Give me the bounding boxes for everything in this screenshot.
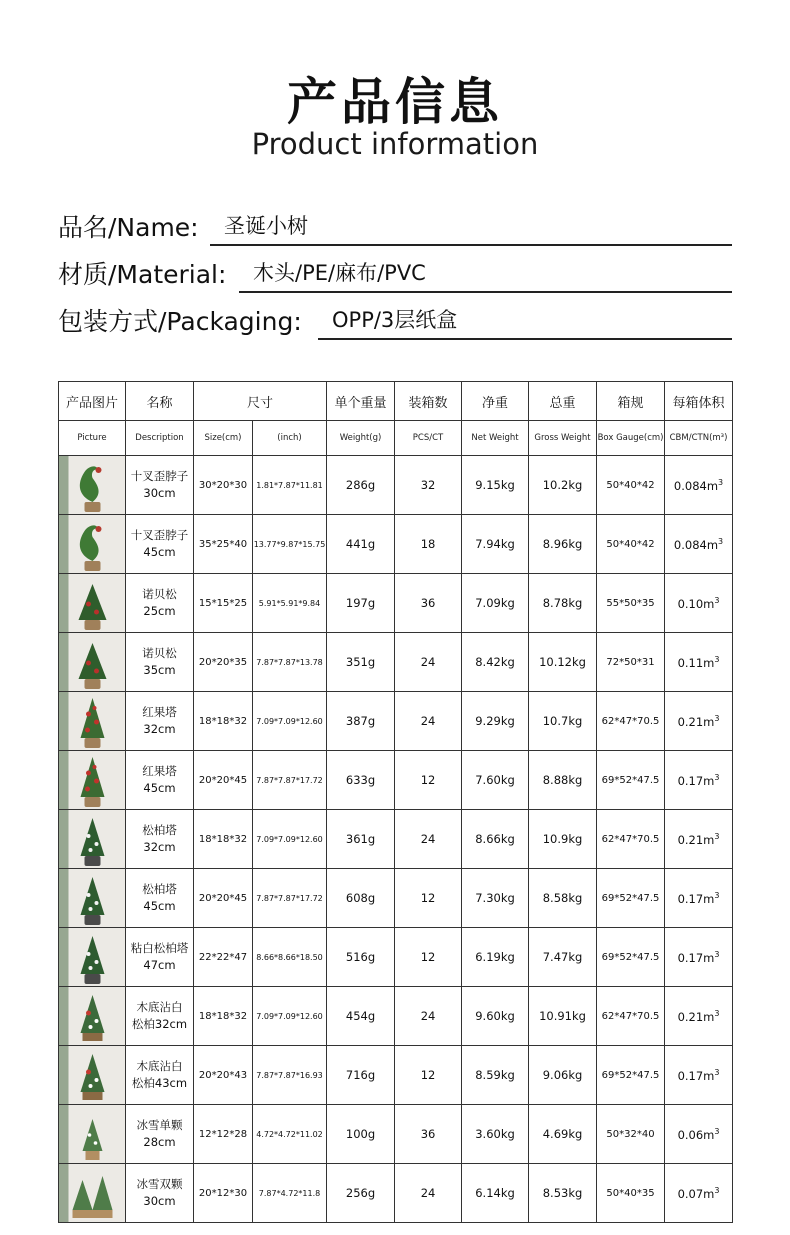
table-row — [59, 456, 733, 515]
product-name — [126, 692, 194, 751]
pcs-per-carton: 24 — [395, 1164, 462, 1223]
cbm-superscript: 3 — [714, 1008, 720, 1018]
product-name-line2: 松柏43cm — [131, 1076, 188, 1090]
cbm-value: 0.21m — [677, 1009, 715, 1024]
gross-weight: 10.9kg — [529, 810, 597, 869]
product-photo — [59, 574, 125, 632]
product-image — [59, 751, 126, 810]
header-en-size-inch: (inch) — [253, 421, 327, 456]
header-en-picture: Picture — [59, 421, 126, 456]
cbm-value: 0.21m — [677, 832, 715, 847]
net-weight: 6.14kg — [462, 1164, 529, 1223]
box-gauge: 69*52*47.5 — [597, 869, 665, 928]
product-photo — [59, 1164, 125, 1222]
unit-weight: 387g — [327, 692, 395, 751]
size-inch: 13.77*9.87*15.75 — [253, 515, 327, 574]
product-name-line1: 诺贝松 — [142, 646, 177, 660]
size-cm: 20*20*43 — [194, 1046, 253, 1105]
product-photo — [59, 1105, 125, 1163]
unit-weight: 441g — [327, 515, 395, 574]
header-cbm: 每箱体积 — [665, 382, 733, 421]
box-gauge: 62*47*70.5 — [597, 692, 665, 751]
cbm-value: 0.17m — [677, 773, 715, 788]
box-gauge: 62*47*70.5 — [597, 987, 665, 1046]
product-name-line2: 32cm — [143, 840, 176, 854]
size-inch: 4.72*4.72*11.02 — [253, 1105, 327, 1164]
product-photo — [59, 515, 125, 573]
product-photo — [59, 633, 125, 691]
product-name — [126, 987, 194, 1046]
box-gauge: 72*50*31 — [597, 633, 665, 692]
cbm-superscript: 3 — [718, 477, 724, 487]
box-gauge: 69*52*47.5 — [597, 751, 665, 810]
box-gauge: 50*40*35 — [597, 1164, 665, 1223]
table-row — [59, 515, 733, 574]
header-picture: 产品图片 — [59, 382, 126, 421]
gross-weight: 4.69kg — [529, 1105, 597, 1164]
gross-weight: 7.47kg — [529, 928, 597, 987]
pcs-per-carton: 12 — [395, 928, 462, 987]
product-image — [59, 633, 126, 692]
cbm-per-carton — [665, 456, 733, 515]
product-name-line2: 32cm — [143, 722, 176, 736]
net-weight: 9.60kg — [462, 987, 529, 1046]
table-row — [59, 810, 733, 869]
gross-weight: 10.2kg — [529, 456, 597, 515]
size-cm: 15*15*25 — [194, 574, 253, 633]
cbm-superscript: 3 — [714, 1067, 720, 1077]
product-photo — [59, 692, 125, 750]
info-material-row — [58, 253, 732, 293]
product-name — [126, 1105, 194, 1164]
size-cm: 35*25*40 — [194, 515, 253, 574]
product-name-line2: 25cm — [143, 604, 176, 618]
product-image — [59, 456, 126, 515]
product-name — [126, 869, 194, 928]
pcs-per-carton: 18 — [395, 515, 462, 574]
product-image — [59, 810, 126, 869]
product-photo — [59, 987, 125, 1045]
table-row — [59, 987, 733, 1046]
net-weight: 9.15kg — [462, 456, 529, 515]
cbm-value: 0.084m — [673, 478, 719, 493]
size-cm: 20*20*35 — [194, 633, 253, 692]
title-chinese: 产品信息 — [287, 73, 503, 131]
cbm-per-carton — [665, 928, 733, 987]
box-gauge: 55*50*35 — [597, 574, 665, 633]
cbm-per-carton — [665, 1046, 733, 1105]
cbm-superscript: 3 — [714, 831, 720, 841]
net-weight: 3.60kg — [462, 1105, 529, 1164]
gross-weight: 8.78kg — [529, 574, 597, 633]
product-name — [126, 574, 194, 633]
product-name-line1: 冰雪双颗 — [136, 1177, 183, 1191]
header-en-net: Net Weight — [462, 421, 529, 456]
product-photo — [59, 456, 125, 514]
cbm-per-carton — [665, 1105, 733, 1164]
info-material-label: 材质/Material: — [58, 260, 227, 289]
cbm-superscript: 3 — [714, 713, 720, 723]
table-row — [59, 574, 733, 633]
cbm-value: 0.17m — [677, 891, 715, 906]
pcs-per-carton: 12 — [395, 751, 462, 810]
cbm-value: 0.10m — [677, 596, 715, 611]
cbm-per-carton — [665, 515, 733, 574]
table-row — [59, 1046, 733, 1105]
cbm-value: 0.17m — [677, 1068, 715, 1083]
product-name-line1: 松柏塔 — [142, 823, 177, 837]
size-cm: 20*20*45 — [194, 751, 253, 810]
spec-table — [58, 381, 733, 1223]
product-name — [126, 751, 194, 810]
product-name-line2: 28cm — [143, 1135, 176, 1149]
product-name — [126, 456, 194, 515]
cbm-per-carton — [665, 1164, 733, 1223]
product-name-line2: 45cm — [143, 781, 176, 795]
header-en-gross: Gross Weight — [529, 421, 597, 456]
table-row — [59, 633, 733, 692]
header-en-weight: Weight(g) — [327, 421, 395, 456]
product-name-line1: 诺贝松 — [142, 587, 177, 601]
gross-weight: 10.7kg — [529, 692, 597, 751]
header-net: 净重 — [462, 382, 529, 421]
info-name-label: 品名/Name: — [58, 213, 199, 242]
size-inch: 8.66*8.66*18.50 — [253, 928, 327, 987]
size-cm: 20*12*30 — [194, 1164, 253, 1223]
product-photo — [59, 810, 125, 868]
table-row — [59, 928, 733, 987]
product-image — [59, 1164, 126, 1223]
size-cm: 18*18*32 — [194, 692, 253, 751]
box-gauge: 50*40*42 — [597, 456, 665, 515]
product-name-line1: 红果塔 — [142, 764, 177, 778]
cbm-value: 0.17m — [677, 950, 715, 965]
cbm-per-carton — [665, 987, 733, 1046]
gross-weight: 9.06kg — [529, 1046, 597, 1105]
net-weight: 7.30kg — [462, 869, 529, 928]
header-en-cbm: CBM/CTN(m³) — [665, 421, 733, 456]
box-gauge: 62*47*70.5 — [597, 810, 665, 869]
info-packaging-row — [58, 300, 732, 340]
box-gauge: 50*40*42 — [597, 515, 665, 574]
header-en-box: Box Gauge(cm) — [597, 421, 665, 456]
product-name — [126, 810, 194, 869]
pcs-per-carton: 36 — [395, 1105, 462, 1164]
net-weight: 8.59kg — [462, 1046, 529, 1105]
info-packaging-label: 包装方式/Packaging: — [58, 307, 302, 336]
unit-weight: 633g — [327, 751, 395, 810]
unit-weight: 454g — [327, 987, 395, 1046]
pcs-per-carton: 12 — [395, 1046, 462, 1105]
product-name — [126, 1164, 194, 1223]
size-inch: 7.09*7.09*12.60 — [253, 692, 327, 751]
unit-weight: 100g — [327, 1105, 395, 1164]
net-weight: 9.29kg — [462, 692, 529, 751]
pcs-per-carton: 24 — [395, 987, 462, 1046]
product-name-line2: 47cm — [143, 958, 176, 972]
header-size: 尺寸 — [194, 382, 327, 421]
pcs-per-carton: 24 — [395, 692, 462, 751]
table-row — [59, 1105, 733, 1164]
net-weight: 6.19kg — [462, 928, 529, 987]
gross-weight: 10.91kg — [529, 987, 597, 1046]
size-inch: 1.81*7.87*11.81 — [253, 456, 327, 515]
cbm-per-carton — [665, 692, 733, 751]
cbm-per-carton — [665, 869, 733, 928]
header-en-pcs: PCS/CT — [395, 421, 462, 456]
net-weight: 7.09kg — [462, 574, 529, 633]
table-row — [59, 1164, 733, 1223]
cbm-per-carton — [665, 633, 733, 692]
product-name — [126, 515, 194, 574]
cbm-superscript: 3 — [718, 536, 724, 546]
product-image — [59, 869, 126, 928]
pcs-per-carton: 36 — [395, 574, 462, 633]
box-gauge: 69*52*47.5 — [597, 1046, 665, 1105]
product-name-line1: 粘白松柏塔 — [130, 941, 189, 955]
product-name-line2: 45cm — [143, 899, 176, 913]
pcs-per-carton: 24 — [395, 810, 462, 869]
product-image — [59, 928, 126, 987]
unit-weight: 256g — [327, 1164, 395, 1223]
size-inch: 7.87*7.87*16.93 — [253, 1046, 327, 1105]
table-row — [59, 692, 733, 751]
size-cm: 12*12*28 — [194, 1105, 253, 1164]
header-name: 名称 — [126, 382, 194, 421]
product-name-line1: 木底沾白 — [136, 1000, 183, 1014]
product-name-line2: 30cm — [143, 486, 176, 500]
gross-weight: 8.53kg — [529, 1164, 597, 1223]
product-photo — [59, 928, 125, 986]
product-name — [126, 1046, 194, 1105]
info-name-row — [58, 206, 732, 246]
info-material-value: 木头/PE/麻布/PVC — [239, 257, 732, 293]
size-cm: 20*20*45 — [194, 869, 253, 928]
size-inch: 7.09*7.09*12.60 — [253, 987, 327, 1046]
header-en-description: Description — [126, 421, 194, 456]
size-inch: 7.87*7.87*13.78 — [253, 633, 327, 692]
table-header-en — [59, 421, 733, 456]
cbm-superscript: 3 — [714, 1185, 720, 1195]
net-weight: 7.94kg — [462, 515, 529, 574]
product-photo — [59, 1046, 125, 1104]
table-header-cn — [59, 382, 733, 421]
product-image — [59, 574, 126, 633]
net-weight: 8.66kg — [462, 810, 529, 869]
cbm-superscript: 3 — [714, 654, 720, 664]
size-cm: 18*18*32 — [194, 987, 253, 1046]
product-image — [59, 987, 126, 1046]
cbm-value: 0.11m — [677, 655, 715, 670]
info-name-value: 圣诞小树 — [210, 210, 732, 246]
product-image — [59, 1046, 126, 1105]
cbm-per-carton — [665, 751, 733, 810]
pcs-per-carton: 32 — [395, 456, 462, 515]
table-row — [59, 869, 733, 928]
size-cm: 30*20*30 — [194, 456, 253, 515]
product-image — [59, 1105, 126, 1164]
product-name-line2: 45cm — [143, 545, 176, 559]
cbm-superscript: 3 — [714, 949, 720, 959]
unit-weight: 608g — [327, 869, 395, 928]
title-english: Product information — [251, 127, 539, 161]
cbm-superscript: 3 — [714, 890, 720, 900]
header-pcs: 装箱数 — [395, 382, 462, 421]
gross-weight: 8.96kg — [529, 515, 597, 574]
product-name-line2: 30cm — [143, 1194, 176, 1208]
info-packaging-value: OPP/3层纸盒 — [318, 304, 732, 340]
size-cm: 18*18*32 — [194, 810, 253, 869]
unit-weight: 516g — [327, 928, 395, 987]
cbm-per-carton — [665, 574, 733, 633]
cbm-value: 0.084m — [673, 537, 719, 552]
cbm-superscript: 3 — [714, 1126, 720, 1136]
unit-weight: 351g — [327, 633, 395, 692]
unit-weight: 361g — [327, 810, 395, 869]
pcs-per-carton: 24 — [395, 633, 462, 692]
size-inch: 7.87*7.87*17.72 — [253, 751, 327, 810]
product-name-line1: 木底沾白 — [136, 1059, 183, 1073]
cbm-value: 0.07m — [677, 1186, 715, 1201]
net-weight: 8.42kg — [462, 633, 529, 692]
product-name-line1: 松柏塔 — [142, 882, 177, 896]
product-name-line1: 十叉歪脖子 — [130, 469, 189, 483]
cbm-value: 0.21m — [677, 714, 715, 729]
size-inch: 5.91*5.91*9.84 — [253, 574, 327, 633]
table-row — [59, 751, 733, 810]
product-name — [126, 633, 194, 692]
product-name — [126, 928, 194, 987]
pcs-per-carton: 12 — [395, 869, 462, 928]
header-gross: 总重 — [529, 382, 597, 421]
header-en-size-cm: Size(cm) — [194, 421, 253, 456]
box-gauge: 50*32*40 — [597, 1105, 665, 1164]
size-cm: 22*22*47 — [194, 928, 253, 987]
product-image — [59, 692, 126, 751]
net-weight: 7.60kg — [462, 751, 529, 810]
unit-weight: 716g — [327, 1046, 395, 1105]
box-gauge: 69*52*47.5 — [597, 928, 665, 987]
unit-weight: 286g — [327, 456, 395, 515]
product-name-line1: 十叉歪脖子 — [130, 528, 189, 542]
gross-weight: 8.58kg — [529, 869, 597, 928]
header-box: 箱规 — [597, 382, 665, 421]
unit-weight: 197g — [327, 574, 395, 633]
cbm-superscript: 3 — [714, 772, 720, 782]
header-weight: 单个重量 — [327, 382, 395, 421]
product-image — [59, 515, 126, 574]
size-inch: 7.09*7.09*12.60 — [253, 810, 327, 869]
product-photo — [59, 869, 125, 927]
size-inch: 7.87*4.72*11.8 — [253, 1164, 327, 1223]
product-name-line2: 35cm — [143, 663, 176, 677]
cbm-superscript: 3 — [714, 595, 720, 605]
gross-weight: 8.88kg — [529, 751, 597, 810]
cbm-per-carton — [665, 810, 733, 869]
gross-weight: 10.12kg — [529, 633, 597, 692]
cbm-value: 0.06m — [677, 1127, 715, 1142]
product-name-line1: 红果塔 — [142, 705, 177, 719]
size-inch: 7.87*7.87*17.72 — [253, 869, 327, 928]
product-name-line1: 冰雪单颗 — [136, 1118, 183, 1132]
product-photo — [59, 751, 125, 809]
product-name-line2: 松柏32cm — [131, 1017, 188, 1031]
